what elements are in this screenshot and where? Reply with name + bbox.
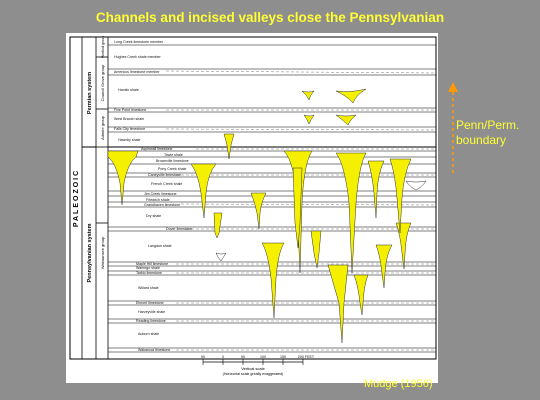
unit-label: Auburn shale — [138, 332, 160, 336]
unit-label: French Creek shale — [151, 182, 183, 186]
unit-label: Brownville limestone — [156, 159, 189, 163]
system-label-permian: Permian system — [87, 71, 93, 115]
unit-label: Jim Creek limestone — [144, 192, 177, 196]
unit-label: Harveyville shale — [138, 310, 166, 314]
penn-perm-boundary-label — [456, 118, 538, 148]
unit-label: Hawxby shale — [118, 138, 141, 142]
annotation-line-2: boundary — [456, 133, 507, 147]
unit-label: Langdon shale — [148, 244, 172, 248]
annotation-line-1: Penn/Perm. — [456, 118, 520, 132]
unit-label: Five Point limestone — [114, 108, 147, 112]
unit-label: Caneyville limestone — [148, 173, 181, 177]
scale-note: (Horizontal scale greatly exaggerated) — [222, 372, 284, 376]
unit-label: Falls City limestone — [114, 127, 146, 131]
system-label-pennsylvanian: Pennsylvanian system — [87, 223, 93, 283]
scale-tick-label: 150 — [280, 355, 286, 359]
unit-label: Tarkio limestone — [136, 271, 162, 275]
unit-label: Dover limestone — [166, 227, 192, 231]
scale-tick-label: 50 — [241, 355, 245, 359]
era-label: PALEOZOIC — [73, 168, 80, 228]
group-label-admire: Admire group — [100, 115, 105, 141]
unit-label: Reading limestone — [136, 319, 166, 323]
scale-tick-label: 50 — [201, 355, 205, 359]
slide-title: Channels and incised valleys close the Pennsylvanian — [95, 10, 445, 25]
scale-tick-label: 0 — [222, 355, 224, 359]
unit-label: Wamego shale — [136, 266, 160, 270]
source-credit: Mudge (1956) — [364, 378, 433, 390]
unit-label: Willard shale — [138, 286, 159, 290]
cross-section-svg — [66, 33, 438, 383]
group-label-council-grove: Council Grove group — [100, 64, 105, 102]
scale-tick-label: 100 — [260, 355, 266, 359]
unit-label: Towle shale — [164, 153, 183, 157]
unit-label: Grandhaven limestone — [144, 203, 181, 207]
scale-tick-label: 200 FEET — [297, 355, 315, 359]
unit-label: Long Creek limestone member — [114, 40, 164, 44]
scale-title: Vertical scale — [241, 366, 265, 371]
unit-label: Aspinwall limestone — [141, 147, 173, 151]
unit-label: Wakarusa limestone — [138, 348, 171, 352]
unit-label: Friedrich shale — [146, 198, 170, 202]
unit-label: Dry shale — [146, 214, 162, 218]
unit-label: West Branch shale — [114, 117, 145, 121]
unit-label: Hughes Creek shale member — [114, 55, 161, 59]
unit-label: Pony Creek shale — [158, 167, 187, 171]
cross-section-figure — [66, 33, 438, 383]
group-label-wreford: Wreford group — [101, 35, 105, 59]
unit-label: Americus limestone member — [114, 70, 160, 74]
group-label-wabaunsee: Wabaunsee group — [100, 236, 105, 270]
unit-label: Maple Hill limestone — [136, 262, 169, 266]
unit-label: Elmont limestone — [136, 301, 164, 305]
unit-label: Hamlin shale — [118, 88, 139, 92]
